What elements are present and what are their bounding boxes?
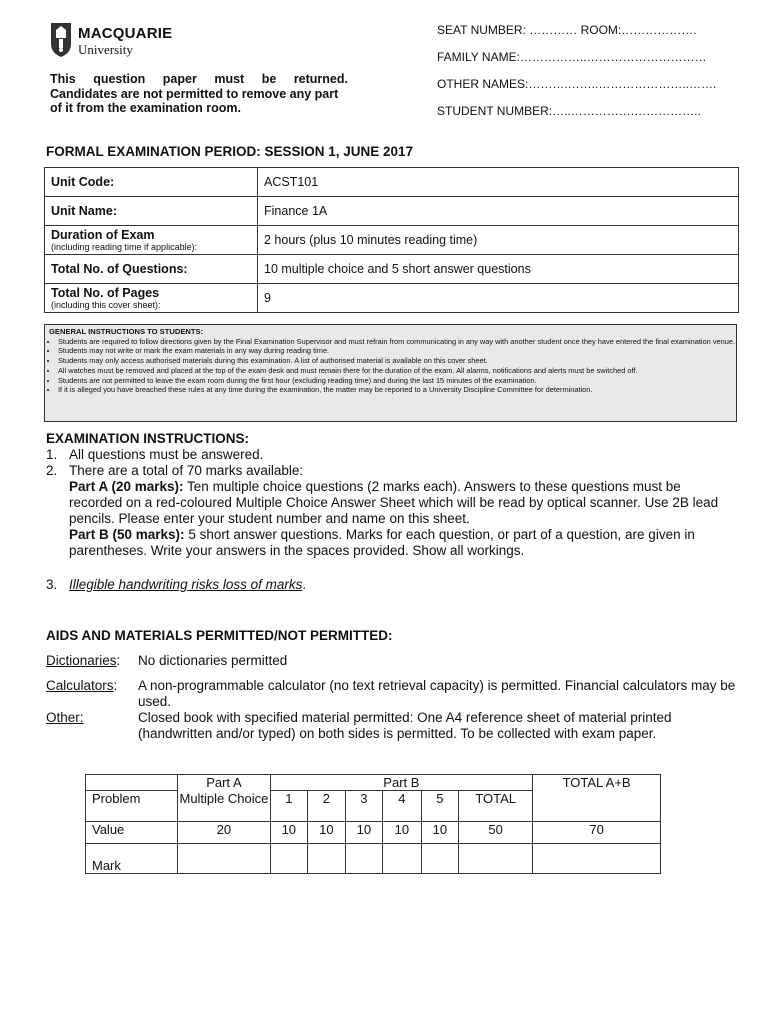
instruction-end: . xyxy=(302,577,307,592)
value-q1: 10 xyxy=(270,822,308,844)
list-item: • Students may only access authorised materials during this examination. A list of authorised material is available on this cover sheet. xyxy=(58,356,736,366)
unit-name-value: Finance 1A xyxy=(258,197,739,226)
value-part-a: 20 xyxy=(178,822,270,844)
mark-cell-q4[interactable] xyxy=(383,844,422,874)
part-b-description xyxy=(46,527,736,559)
table-row xyxy=(45,255,739,284)
unit-code-label: Unit Code: xyxy=(45,168,258,197)
questions-label: Total No. of Questions: xyxy=(45,255,258,284)
total-ab-header: TOTAL A+B xyxy=(533,775,661,822)
instruction-3 xyxy=(46,577,736,593)
aids-title: AIDS AND MATERIALS PERMITTED/NOT PERMITTED: xyxy=(46,628,393,643)
pages-label-cell xyxy=(45,284,258,313)
part-b-label: Part B (50 marks): xyxy=(69,527,185,542)
mark-cell-total-ab[interactable] xyxy=(533,844,661,874)
instruction-1 xyxy=(46,447,736,463)
table-row xyxy=(86,775,661,791)
aids-dictionaries xyxy=(46,653,736,669)
instruction-text: There are a total of 70 marks available: xyxy=(69,463,304,478)
instruction-2 xyxy=(46,463,736,479)
dictionaries-label: Dictionaries xyxy=(46,653,117,668)
student-number-field[interactable]: STUDENT NUMBER:…..…………….…………….. xyxy=(437,104,701,118)
unit-name-label: Unit Name: xyxy=(45,197,258,226)
mark-cell-q3[interactable] xyxy=(345,844,383,874)
pages-note: (including this cover sheet): xyxy=(51,300,161,310)
marks-table xyxy=(85,774,661,874)
table-row xyxy=(45,197,739,226)
return-notice xyxy=(50,72,348,116)
list-item: • All watches must be removed and placed at the top of the exam desk and must remain there for the duration of the exam. All alarms, notifications and alerts must be switched off. xyxy=(58,366,736,376)
list-item: • Students are required to follow directions given by the Final Examination Supervisor and must refrain from communicating in any way with another student once they have entered the final examination venue. xyxy=(58,337,736,347)
mark-cell-q2[interactable] xyxy=(308,844,346,874)
logo-title: MACQUARIE xyxy=(78,25,173,42)
session-title: FORMAL EXAMINATION PERIOD: SESSION 1, JUNE 2017 xyxy=(46,144,414,159)
calculators-label: Calculators xyxy=(46,678,114,693)
logo-subtitle: University xyxy=(78,42,133,57)
table-row xyxy=(45,226,739,255)
instruction-text: Illegible handwriting risks loss of marks xyxy=(69,577,303,592)
list-item: • If it is alleged you have breached these rules at any time during the examination, the matter may be reported to a University Discipline Committee for determination. xyxy=(58,385,736,395)
table-cell xyxy=(86,775,178,791)
general-title: GENERAL INSTRUCTIONS TO STUDENTS: xyxy=(49,327,204,336)
mark-cell-part-b-total[interactable] xyxy=(459,844,533,874)
part-a-label: Part A (20 marks): xyxy=(69,479,184,494)
instruction-text: All questions must be answered. xyxy=(69,447,264,462)
list-item: • Students may not write or mark the exam materials in any way during reading time. xyxy=(58,346,736,356)
general-list xyxy=(49,337,736,395)
value-total-ab: 70 xyxy=(533,822,661,844)
table-row xyxy=(86,822,661,844)
other-text: Closed book with specified material permitted: One A4 reference sheet of material printed (handwritten and/or typed) on both sides is permitted. To be collected with exam paper. xyxy=(138,710,672,741)
mark-label: Mark xyxy=(86,844,178,874)
questions-value: 10 multiple choice and 5 short answer questions xyxy=(258,255,739,284)
crest-icon xyxy=(50,22,72,58)
value-part-b-total: 50 xyxy=(459,822,533,844)
dictionaries-colon: : xyxy=(116,653,121,668)
exam-instructions-title: EXAMINATION INSTRUCTIONS: xyxy=(46,431,249,446)
problem-label: Problem xyxy=(86,791,178,822)
aids-materials xyxy=(46,628,736,742)
duration-label: Duration of Exam xyxy=(51,228,155,242)
table-row xyxy=(45,284,739,313)
exam-instructions xyxy=(46,431,736,593)
instruction-number: 1. xyxy=(46,447,58,462)
dictionaries-text: No dictionaries permitted xyxy=(138,653,288,668)
instruction-number: 2. xyxy=(46,463,58,478)
general-instructions xyxy=(44,324,737,422)
calculators-colon: : xyxy=(113,678,118,693)
notice-line-3: of it from the examination room. xyxy=(50,101,241,115)
family-name-field[interactable]: FAMILY NAME:……………..………………………… xyxy=(437,50,707,64)
unit-details-table xyxy=(44,167,739,313)
instruction-number: 3. xyxy=(46,577,58,592)
other-names-field[interactable]: OTHER NAMES:……….……..…………………..……. xyxy=(437,77,717,91)
pages-label: Total No. of Pages xyxy=(51,286,160,300)
unit-code-value: ACST101 xyxy=(258,168,739,197)
part-b-text: 5 short answer questions. Marks for each question, or part of a question, are given in parentheses. Write your answers in the spaces provided. Show all workings. xyxy=(69,527,695,558)
question-2-header: 2 xyxy=(308,791,346,822)
aids-calculators xyxy=(46,678,736,710)
other-label: Other: xyxy=(46,710,84,725)
part-a-description xyxy=(46,479,736,527)
part-b-header: Part B xyxy=(270,775,533,791)
aids-other xyxy=(46,710,736,742)
table-row xyxy=(45,168,739,197)
duration-label-cell xyxy=(45,226,258,255)
part-a-text: Ten multiple choice questions (2 marks each). Answers to these questions must be recorded on a red-coloured Multiple Choice Answer Sheet which will be read by optical scanner. Use 2B lead pencils. Please enter your student number and name on this sheet. xyxy=(69,479,719,526)
question-3-header: 3 xyxy=(345,791,383,822)
part-b-total-header: TOTAL xyxy=(459,791,533,822)
value-q4: 10 xyxy=(383,822,422,844)
duration-note: (including reading time if applicable): xyxy=(51,242,198,252)
mark-cell-q5[interactable] xyxy=(421,844,459,874)
calculators-text: A non-programmable calculator (no text retrieval capacity) is permitted. Financial calculators may be used. xyxy=(138,678,736,709)
value-label: Value xyxy=(86,822,178,844)
notice-line-2: Candidates are not permitted to remove any part xyxy=(50,86,339,101)
value-q5: 10 xyxy=(421,822,459,844)
multiple-choice-header: Multiple Choice xyxy=(178,791,270,822)
question-4-header: 4 xyxy=(383,791,422,822)
question-1-header: 1 xyxy=(270,791,308,822)
part-a-header: Part A xyxy=(178,775,270,791)
pages-value: 9 xyxy=(258,284,739,313)
university-logo xyxy=(50,22,200,62)
mark-cell-part-a[interactable] xyxy=(178,844,270,874)
value-q3: 10 xyxy=(345,822,383,844)
mark-cell-q1[interactable] xyxy=(270,844,308,874)
table-row xyxy=(86,844,661,874)
seat-room-field[interactable]: SEAT NUMBER: ………… ROOM:………………. xyxy=(437,23,697,37)
list-item: • Students are not permitted to leave the exam room during the first hour (excluding reading time) and during the last 15 minutes of the examination. xyxy=(58,376,736,386)
notice-line-1: This question paper must be returned. xyxy=(50,72,348,86)
duration-value: 2 hours (plus 10 minutes reading time) xyxy=(258,226,739,255)
value-q2: 10 xyxy=(308,822,346,844)
question-5-header: 5 xyxy=(421,791,459,822)
candidate-fields xyxy=(437,23,716,131)
